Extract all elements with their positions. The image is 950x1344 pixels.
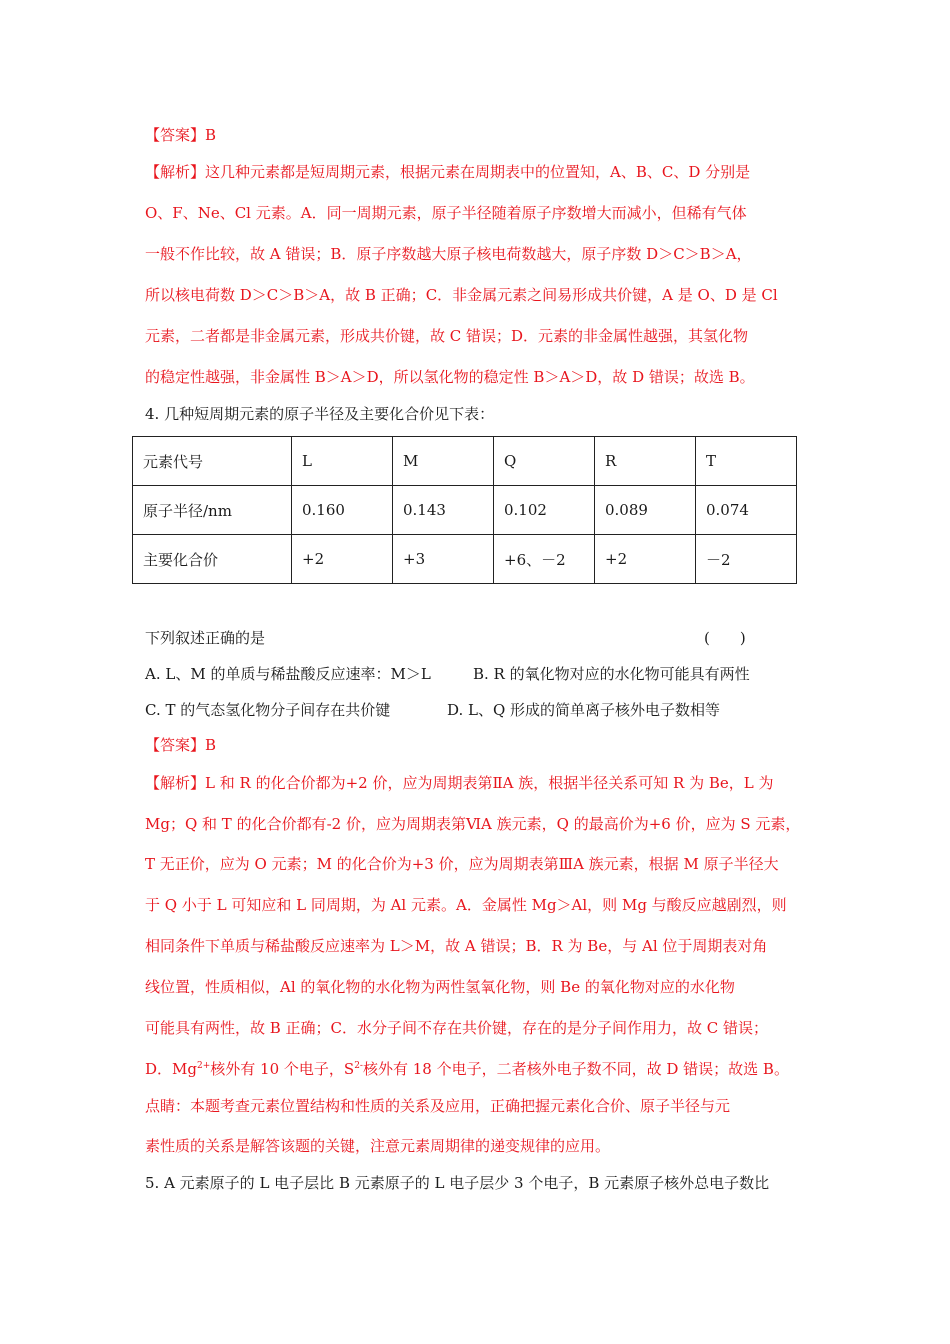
- table-row: [133, 535, 797, 584]
- q4-answer-bracket: ( ): [704, 629, 746, 647]
- q4-comment-line-1: 点睛：本题考查元素位置结构和性质的关系及应用，正确把握元素化合价、原子半径与元: [145, 1097, 731, 1115]
- table-cell: M: [393, 437, 494, 486]
- q4-last-sup2: 2-: [354, 1061, 363, 1071]
- q3-analysis-line-6: 的稳定性越强，非金属性 B＞A＞D，所以氢化物的稳定性 B＞A＞D，故 D 错误；故选 B。: [145, 368, 755, 386]
- table-cell: Q: [494, 437, 595, 486]
- q4-option-a: A. L、M 的单质与稀盐酸反应速率：M＞L: [145, 665, 431, 683]
- q4-comment-line-2: 素性质的关系是解答该题的关键，注意元素周期律的递变规律的应用。: [145, 1137, 611, 1155]
- q4-analysis-label: 【解析】: [145, 774, 206, 792]
- table-cell: +2: [292, 535, 393, 584]
- q3-analysis-line-5: 元素，二者都是非金属元素，形成共价键，故 C 错误；D．元素的非金属性越强，其氢化物: [145, 327, 749, 345]
- q4-analysis-text: L 和 R 的化合价都为+2 价，应为周期表第ⅡA 族，根据半径关系可知 R 为 Be，L 为: [205, 774, 774, 792]
- q3-answer: [145, 124, 216, 146]
- q3-analysis-line-1: [145, 161, 750, 183]
- table-cell: T: [696, 437, 797, 486]
- q4-analysis-line-8: [145, 1058, 789, 1080]
- table-cell: 0.143: [393, 486, 494, 535]
- q4-option-d: D. L、Q 形成的简单离子核外电子数相等: [447, 701, 721, 719]
- table-cell: 0.074: [696, 486, 797, 535]
- q4-last-p3: 核外有 18 个电子，二者核外电子数不同，故 D 错误；故选 B。: [362, 1060, 789, 1078]
- table-cell: +3: [393, 535, 494, 584]
- q4-analysis-line-3: T 无正价，应为 O 元素；M 的化合价为+3 价，应为周期表第ⅢA 族元素，根据 M 原子半径大: [145, 855, 779, 873]
- q4-last-sup1: 2+: [197, 1061, 211, 1071]
- q3-analysis-text: 这几种元素都是短周期元素，根据元素在周期表中的位置知，A、B、C、D 分别是: [205, 163, 751, 181]
- q4-analysis-line-6: 线位置，性质相似，Al 的氧化物的水化物为两性氢氧化物，则 Be 的氧化物对应的水化物: [145, 978, 735, 996]
- q4-last-p1: D．Mg: [145, 1060, 197, 1078]
- q4-option-c: C. T 的气态氢化物分子间存在共价键: [145, 701, 391, 719]
- table-cell: 0.089: [595, 486, 696, 535]
- q3-answer-value: B: [205, 126, 217, 144]
- table-cell: +6、－2: [494, 535, 595, 584]
- table-cell: －2: [696, 535, 797, 584]
- table-row: [133, 486, 797, 535]
- q3-analysis-line-4: 所以核电荷数 D＞C＞B＞A，故 B 正确；C．非金属元素之间易形成共价键，A 是 O、D 是 Cl: [145, 286, 778, 304]
- q4-answer: [145, 734, 216, 756]
- q3-analysis-line-2: O、F、Ne、Cl 元素。A．同一周期元素，原子半径随着原子序数增大而减小，但稀有气体: [145, 204, 747, 222]
- table-cell: 主要化合价: [133, 535, 292, 584]
- q4-answer-label: 【答案】: [145, 736, 206, 754]
- table-row: [133, 437, 797, 486]
- table-cell: +2: [595, 535, 696, 584]
- q4-stem: 4. 几种短周期元素的原子半径及主要化合价见下表：: [145, 405, 495, 423]
- table-cell: 0.102: [494, 486, 595, 535]
- table-cell: L: [292, 437, 393, 486]
- q3-answer-label: 【答案】: [145, 126, 206, 144]
- q4-option-b: B. R 的氧化物对应的水化物可能具有两性: [473, 665, 750, 683]
- table-cell: 0.160: [292, 486, 393, 535]
- q3-analysis-line-3: 一般不作比较，故 A 错误；B．原子序数越大原子核电荷数越大，原子序数 D＞C＞B＞A，: [145, 245, 752, 263]
- q4-analysis-line-4: 于 Q 小于 L 可知应和 L 同周期，为 Al 元素。A．金属性 Mg＞Al，则 Mg 与酸反应越剧烈，则: [145, 896, 787, 914]
- table-cell: R: [595, 437, 696, 486]
- q5-stem: 5. A 元素原子的 L 电子层比 B 元素原子的 L 电子层少 3 个电子，B 元素原子核外总电子数比: [145, 1174, 770, 1192]
- q4-answer-value: B: [205, 736, 217, 754]
- element-table: [132, 436, 797, 584]
- q4-analysis-line-1: [145, 772, 773, 794]
- table-cell: 原子半径/nm: [133, 486, 292, 535]
- q4-analysis-line-2: Mg；Q 和 T 的化合价都有-2 价，应为周期表第ⅥA 族元素，Q 的最高价为+6 价，应为 S 元素，: [145, 815, 801, 833]
- q3-analysis-label: 【解析】: [145, 163, 206, 181]
- q4-prompt: 下列叙述正确的是: [145, 629, 266, 647]
- q4-analysis-line-5: 相同条件下单质与稀盐酸反应速率为 L＞M，故 A 错误；B．R 为 Be，与 Al 位于周期表对角: [145, 937, 768, 955]
- q4-last-p2: 核外有 10 个电子，S: [210, 1060, 355, 1078]
- q4-analysis-line-7: 可能具有两性，故 B 正确；C．水分子间不存在共价键，存在的是分子间作用力，故 C 错误；: [145, 1019, 769, 1037]
- table-cell: 元素代号: [133, 437, 292, 486]
